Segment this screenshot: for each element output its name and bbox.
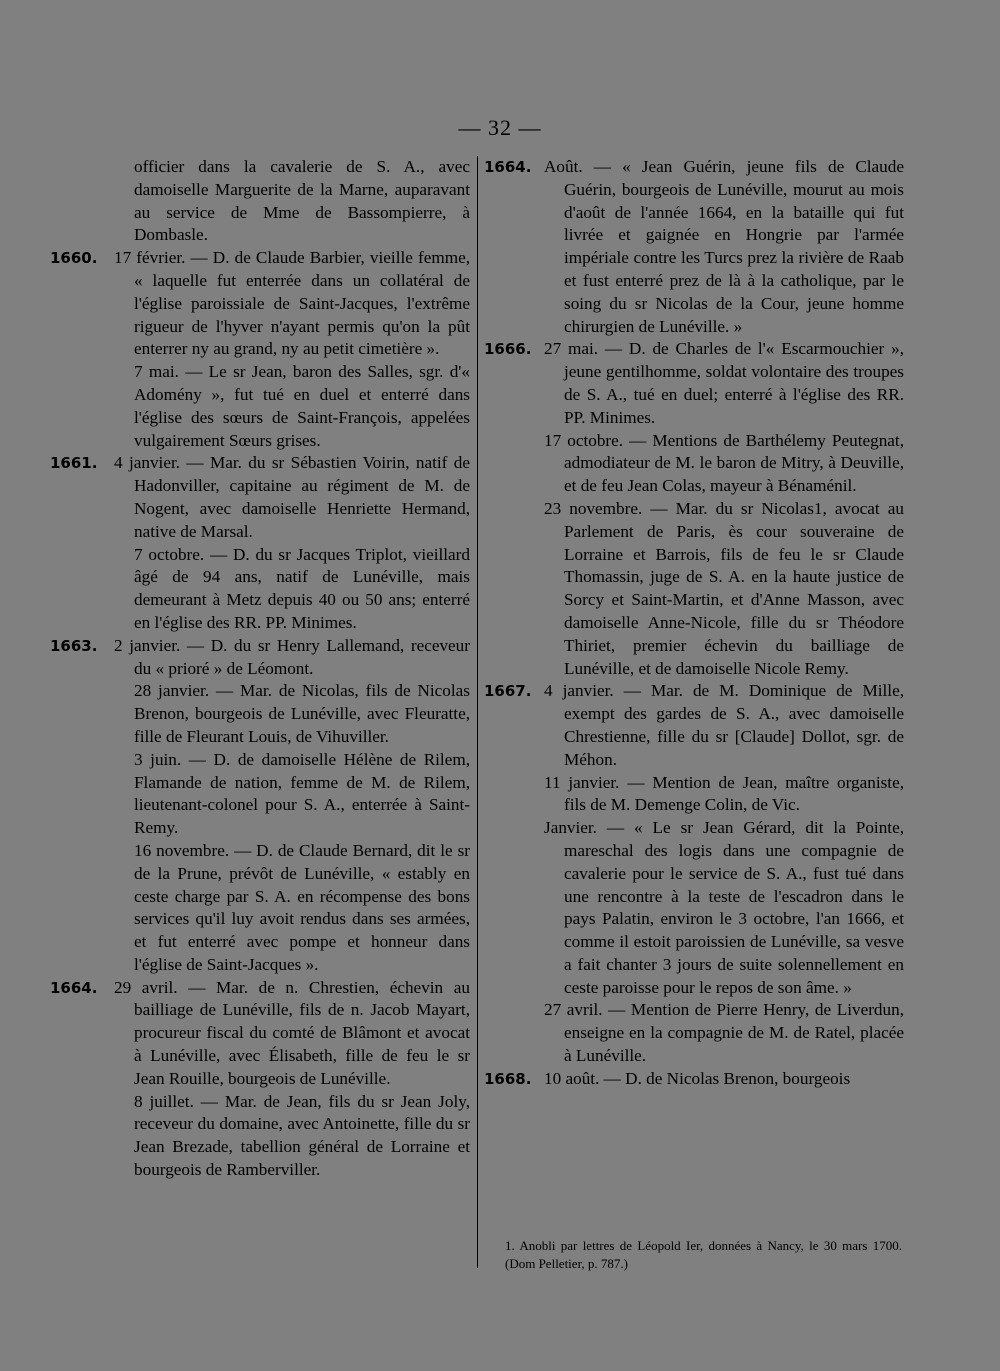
entry-text: 27 mai. — D. de Charles de l'« Escarmouchier », jeune gentilhomme, soldat volontaire des troupes de S. A., tué en duel; enterré à l'église des RR. PP. Minimes. [544,339,904,427]
record-entry [50,156,470,247]
entry-year: 1664. [50,978,98,997]
record-entry [50,749,470,840]
entry-text: 16 novembre. — D. de Claude Bernard, dit le sr de la Prune, prévôt de Lunéville, « estably en ceste charge par S. A. en récompense des bons services qu'il luy avoit rendus dans ses armées, et fut enterré avec pompe et honneur dans l'église de Saint-Jacques ». [134,840,470,974]
record-entry [484,338,904,429]
record-entry [484,680,904,771]
entry-text: 23 novembre. — Mar. du sr Nicolas1, avocat au Parlement de Paris, ès cour souveraine de Lorraine et Barrois, fils de feu le sr Claude Thomassin, juge de S. A. en la haute justice de Sorcy et Saint-Martin, et d'Anne Masson, avec damoiselle Anne-Nicole, fille du sr Théodore Thiriet, premier échevin du bailliage de Lunéville, et de damoiselle Nicole Remy. [544,498,904,678]
entry-year: 1668. [484,1069,532,1088]
entry-text: 10 août. — D. de Nicolas Brenon, bourgeois [544,1068,851,1088]
entry-year: 1666. [484,340,532,359]
entry-year: 1664. [484,158,532,176]
entry-text: 7 octobre. — D. du sr Jacques Triplot, vieillard âgé de 94 ans, natif de Lunéville, mais demeurant à Metz depuis 40 ou 50 ans; enterré en l'église des RR. PP. Minimes. [134,544,470,632]
entry-text: Août. — « Jean Guérin, jeune fils de Claude Guérin, bourgeois de Lunéville, mourut au mois d'août de l'année 1664, en la bataille qui fut livrée et gaignée en Hongrie par l'armée impériale contre les Turcs prez la rivière de Raab et fust enterré prez de là à la catholique, par le soing du sr Nicolas de la Cour, jeune homme chirurgien de Lunéville. » [544,157,904,336]
entry-text: 2 janvier. — D. du sr Henry Lallemand, receveur du « prioré » de Léomont. [114,635,470,678]
record-entry [484,1068,904,1091]
entry-year: 1667. [484,682,532,701]
record-entry [484,772,904,818]
left-column [50,156,470,1182]
record-entry [50,977,470,1091]
entry-text: 29 avril. — Mar. de n. Chrestien, échevin au bailliage de Lunéville, fils de n. Jacob Mayart, procureur fiscal du comté de Blâmont et avocat à Lunéville, avec Élisabeth, fille de feu le sr Jean Rouille, bourgeois de Lunéville. [114,977,470,1088]
right-column [484,156,904,1091]
column-divider [477,156,478,1268]
footnote: 1. Anobli par lettres de Léopold Ier, données à Nancy, le 30 mars 1700. (Dom Pelletier, p. 787.) [505,1238,902,1271]
record-entry [50,544,470,635]
entry-text: 4 janvier. — Mar. du sr Sébastien Voirin, natif de Hadonviller, capitaine au régiment de M. de Nogent, avec damoiselle Henriette Hermand, native de Marsal. [114,453,470,541]
entry-text: 7 mai. — Le sr Jean, baron des Salles, sgr. d'« Adomény », fut tué en duel et enterré dans l'église des sœurs de Saint-François, appelées vulgairement Sœurs grises. [134,362,470,450]
record-entry [484,156,904,338]
entry-text: 27 avril. — Mention de Pierre Henry, de Liverdun, enseigne en la compagnie de M. de Ratel, placée à Lunéville. [544,1000,904,1066]
entry-text: 17 février. — D. de Claude Barbier, vieille femme, « laquelle fut enterrée dans un collatéral de l'église paroissiale de Saint-Jacques, l'extrême rigueur de l'hyver n'ayant permis qu'on la pût enterrer ny au grand, ny au petit cimetière ». [114,248,470,359]
entry-year: 1661. [50,454,98,473]
entry-text: 17 octobre. — Mentions de Barthélemy Peutegnat, admodiateur de M. le baron de Mitry, à Deuville, et de feu Jean Colas, mayeur à Bénaménil. [544,430,904,496]
page-number: — 32 — [458,115,542,140]
record-entry [50,840,470,977]
record-entry [484,817,904,999]
record-entry [50,1091,470,1182]
entry-text: officier dans la cavalerie de S. A., avec damoiselle Marguerite de la Marne, auparavant au service de Mme de Bassompierre, à Dombasle. [134,157,470,245]
entry-year: 1663. [50,636,98,655]
entry-year: 1660. [50,249,98,268]
record-entry [50,452,470,543]
entry-text: 28 janvier. — Mar. de Nicolas, fils de Nicolas Brenon, bourgeois de Lunéville, avec Fleuratte, fille de Fleurant Louis, de Vihuviller. [134,681,470,746]
record-entry [50,680,470,748]
entry-text: 8 juillet. — Mar. de Jean, fils du sr Jean Joly, receveur du domaine, avec Antoinette, fille du sr Jean Brezade, tabellion général de Lorraine et bourgeois de Ramberviller. [134,1091,470,1180]
record-entry [50,635,470,681]
record-entry [484,999,904,1067]
entry-text: 3 juin. — D. de damoiselle Hélène de Rilem, Flamande de nation, femme de M. de Rilem, lieutenant-colonel pour S. A., enterrée à Saint-Remy. [134,749,470,838]
record-entry [484,430,904,498]
entry-text: Janvier. — « Le sr Jean Gérard, dit la Pointe, mareschal des logis dans une compagnie de cavalerie pour le service de S. A., fust tué dans une rencontre à la teste de l'escadron dans le pays Palatin, environ le 3 octobre, l'an 1666, et comme il estoit paroissien de Lunéville, sa vesve a fait chanter 3 jours de suite solennellement en ceste paroisse pour le repos de son âme. » [544,818,904,997]
entry-text: 11 janvier. — Mention de Jean, maître organiste, fils de M. Demenge Colin, de Vic. [544,772,904,815]
record-entry [484,498,904,680]
record-entry [50,247,470,361]
entry-text: 4 janvier. — Mar. de M. Dominique de Mille, exempt des gardes de S. A., avec damoiselle Chrestienne, fille du sr [Claude] Dollot, sgr. de Méhon. [544,681,904,769]
record-entry [50,361,470,452]
